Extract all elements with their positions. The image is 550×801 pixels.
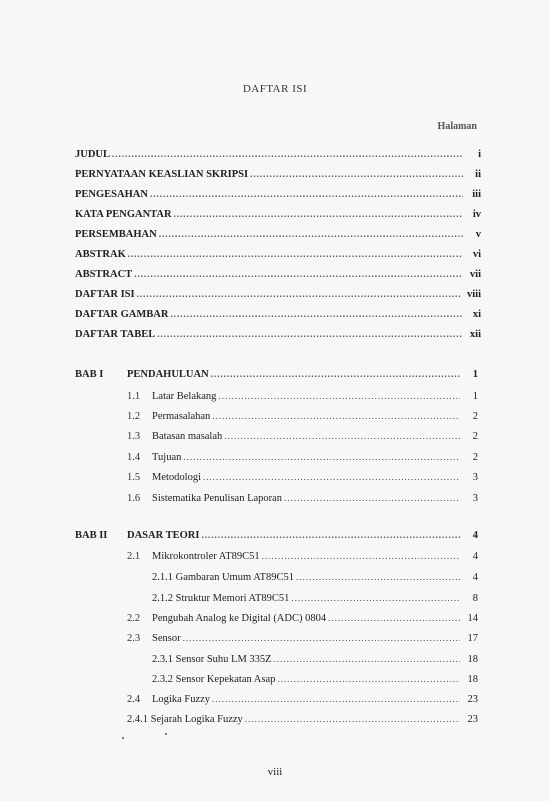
toc-section-entry: [152, 391, 478, 402]
toc-entry-page: 4: [472, 530, 478, 541]
dot-leader: [183, 633, 460, 643]
section-number: 2.4: [127, 694, 141, 705]
toc-entry-page: viii: [466, 289, 481, 300]
dot-leader: [212, 411, 460, 421]
toc-entry-label: PENGESAHAN: [75, 189, 148, 200]
toc-entry-page: 1: [472, 369, 478, 380]
toc-entry-label: Mikrokontroler AT89C51: [152, 551, 260, 562]
toc-entry-page: 17: [467, 633, 478, 644]
toc-subsection-entry: [152, 572, 478, 583]
toc-entry-label: Metodologi: [152, 472, 201, 483]
section-number: 1.5: [127, 472, 141, 483]
chapter-number: BAB II: [75, 530, 108, 541]
toc-entry-page: xi: [472, 309, 481, 320]
section-number: 1.2: [127, 411, 141, 422]
toc-section-entry: [152, 452, 478, 463]
dot-leader: [201, 530, 460, 540]
toc-entry-label: PERNYATAAN KEASLIAN SKRIPSI: [75, 169, 249, 180]
section-number: 1.4: [127, 452, 141, 463]
toc-front-entry: [75, 329, 481, 340]
toc-entry-label: 2.1.1 Gambaran Umum AT89C51: [152, 572, 295, 583]
toc-entry-page: 23: [467, 714, 478, 725]
dot-leader: [128, 249, 463, 259]
toc-section-entry: [152, 694, 478, 705]
toc-chapter-entry: [127, 530, 478, 541]
section-number: 1.6: [127, 493, 141, 504]
toc-front-entry: [75, 289, 481, 300]
toc-entry-label: DAFTAR GAMBAR: [75, 309, 169, 320]
section-number: 1.1: [127, 391, 141, 402]
toc-section-entry: [152, 411, 478, 422]
toc-front-entry: [75, 189, 481, 200]
dot-leader: [170, 309, 463, 319]
dot-leader: [296, 572, 460, 582]
toc-entry-label: ABSTRAK: [75, 249, 126, 260]
toc-entry-label: Batasan masalah: [152, 431, 223, 442]
toc-entry-page: vii: [469, 269, 481, 280]
toc-entry-label: DAFTAR TABEL: [75, 329, 156, 340]
dot-leader: [212, 694, 460, 704]
toc-entry-page: i: [478, 149, 481, 160]
toc-entry-label: PERSEMBAHAN: [75, 229, 157, 240]
toc-subsection-entry: [152, 654, 478, 665]
toc-entry-page: vi: [472, 249, 481, 260]
toc-entry-page: 2: [472, 431, 478, 442]
toc-entry-page: 2: [472, 452, 478, 463]
page-column-header: Halaman: [437, 121, 477, 132]
toc-entry-label: 2.3.1 Sensor Suhu LM 335Z: [152, 654, 272, 665]
toc-entry-label: Sistematika Penulisan Laporan: [152, 493, 283, 504]
toc-entry-label: Latar Belakang: [152, 391, 217, 402]
section-number: 1.3: [127, 431, 141, 442]
toc-entry-page: 8: [472, 593, 478, 604]
section-number: 2.2: [127, 613, 141, 624]
dot-leader: [211, 369, 460, 379]
toc-subsection-entry: [152, 593, 478, 604]
section-number: 2.3: [127, 633, 141, 644]
toc-front-entry: [75, 249, 481, 260]
toc-entry-page: 3: [472, 493, 478, 504]
toc-entry-page: ii: [475, 169, 481, 180]
toc-entry-label: JUDUL: [75, 149, 111, 160]
toc-front-entry: [75, 149, 481, 160]
toc-entry-page: 3: [472, 472, 478, 483]
scan-speck: [165, 733, 167, 735]
toc-section-entry: [152, 493, 478, 504]
dot-leader: [284, 493, 460, 503]
toc-entry-label: Logika Fuzzy: [152, 694, 211, 705]
toc-entry-page: iii: [472, 189, 481, 200]
dot-leader: [277, 674, 460, 684]
toc-front-entry: [75, 169, 481, 180]
dot-leader: [274, 654, 460, 664]
toc-entry-label: 2.4.1 Sejarah Logika Fuzzy: [127, 714, 243, 725]
dot-leader: [218, 391, 460, 401]
toc-entry-page: 1: [472, 391, 478, 402]
toc-entry-label: DAFTAR ISI: [75, 289, 135, 300]
toc-entry-label: Tujuan: [152, 452, 182, 463]
toc-entry-page: 2: [472, 411, 478, 422]
toc-entry-label: ABSTRACT: [75, 269, 133, 280]
dot-leader: [112, 149, 463, 159]
toc-entry-page: xii: [469, 329, 481, 340]
dot-leader: [183, 452, 460, 462]
dot-leader: [224, 431, 460, 441]
toc-entry-page: iv: [472, 209, 481, 220]
toc-entry-label: KATA PENGANTAR: [75, 209, 172, 220]
toc-section-entry: [152, 613, 478, 624]
dot-leader: [134, 269, 463, 279]
dot-leader: [245, 714, 460, 724]
toc-front-entry: [75, 309, 481, 320]
toc-entry-page: 14: [467, 613, 478, 624]
dot-leader: [150, 189, 463, 199]
dot-leader: [174, 209, 463, 219]
dot-leader: [159, 229, 463, 239]
toc-chapter-entry: [127, 369, 478, 380]
toc-front-entry: [75, 209, 481, 220]
dot-leader: [262, 551, 460, 561]
dot-leader: [203, 472, 460, 482]
toc-entry-label: Permasalahan: [152, 411, 211, 422]
toc-entry-label: Pengubah Analog ke Digital (ADC) 0804: [152, 613, 327, 624]
page-number-footer: viii: [267, 766, 283, 778]
toc-entry-label: 2.1.2 Struktur Memori AT89C51: [152, 593, 290, 604]
toc-section-entry: [152, 633, 478, 644]
chapter-number: BAB I: [75, 369, 104, 380]
toc-section-entry: [152, 431, 478, 442]
dot-leader: [137, 289, 461, 299]
toc-entry-page: 23: [467, 694, 478, 705]
toc-subsection-entry: [152, 674, 478, 685]
scan-speck: [122, 737, 124, 739]
toc-section-entry: [152, 472, 478, 483]
toc-entry-page: 18: [467, 654, 478, 665]
toc-entry-page: v: [475, 229, 481, 240]
toc-entry-label: Sensor: [152, 633, 181, 644]
toc-entry-label: 2.3.2 Sensor Kepekatan Asap: [152, 674, 276, 685]
toc-entry-page: 4: [472, 572, 478, 583]
toc-front-entry: [75, 269, 481, 280]
dot-leader: [250, 169, 463, 179]
section-number: 2.1: [127, 551, 141, 562]
toc-front-entry: [75, 229, 481, 240]
dot-leader: [157, 329, 463, 339]
toc-entry-label: DASAR TEORI: [127, 530, 200, 541]
toc-entry-label: PENDAHULUAN: [127, 369, 209, 380]
toc-entry-page: 4: [472, 551, 478, 562]
toc-entry-page: 18: [467, 674, 478, 685]
dot-leader: [291, 593, 460, 603]
toc-subsection-entry: [127, 714, 478, 725]
dot-leader: [328, 613, 460, 623]
page-title: DAFTAR ISI: [242, 83, 308, 95]
toc-section-entry: [152, 551, 478, 562]
